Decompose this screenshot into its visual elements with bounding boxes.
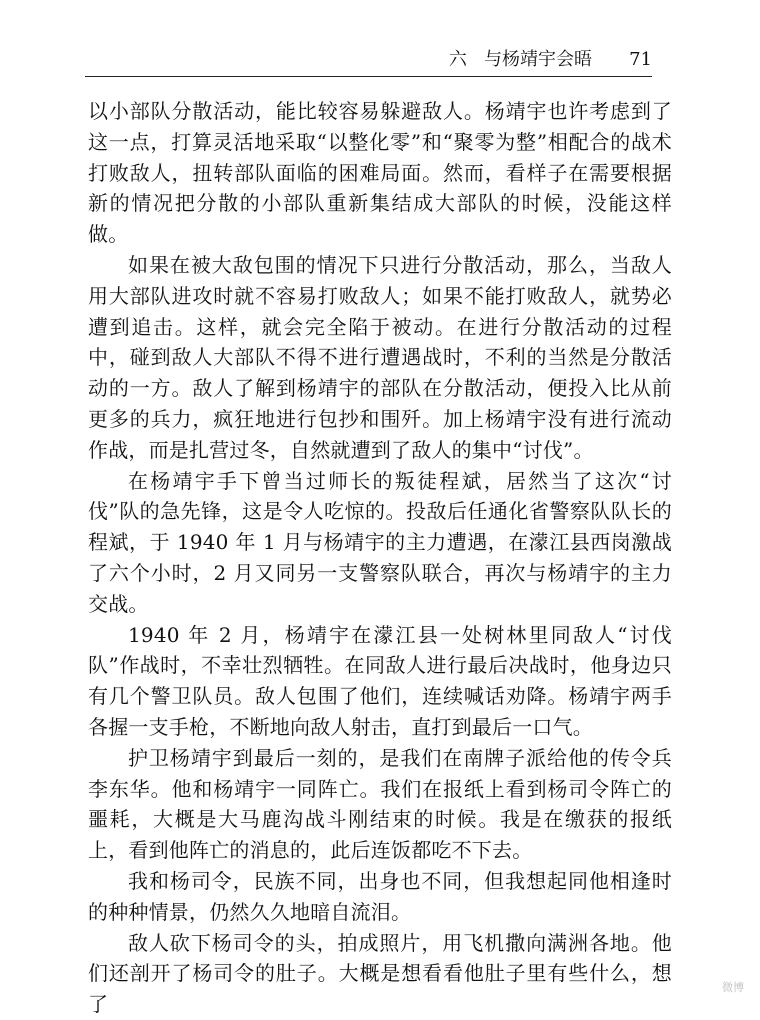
paragraph-3: 在杨靖宇手下曾当过师长的叛徒程斌，居然当了这次“讨伐”队的急先锋，这是令人吃惊的。投敌后任通化省警察队队长的程斌，于 1940 年 1 月与杨靖宇的主力遭遇，在濛江县西岗激战了六个小时，2 月又同另一支警察队联合，再次与杨靖宇的主力交战。 [88, 468, 672, 616]
chapter-title: 六 与杨靖宇会晤 [448, 49, 592, 70]
paragraph-1: 以小部队分散活动，能比较容易躲避敌人。杨靖宇也许考虑到了这一点，打算灵活地采取“以整化零”和“聚零为整”相配合的战术打败敌人，扭转部队面临的困难局面。然而，看样子在需要根据新的情况把分散的小部队重新集结成大部队的时候，没能这样做。 [88, 99, 672, 247]
page-number: 71 [629, 49, 652, 70]
paragraph-6: 我和杨司令，民族不同，出身也不同，但我想起同他相逢时的种种情景，仍然久久地暗自流泪。 [88, 868, 672, 924]
paragraph-4: 1940 年 2 月，杨靖宇在濛江县一处树林里同敌人“讨伐队”作战时，不幸壮烈牺牲。在同敌人进行最后决战时，他身边只有几个警卫队员。敌人包围了他们，连续喊话劝降。杨靖宇两手各握一支手枪，不断地向敌人射击，直打到最后一口气。 [88, 622, 672, 739]
watermark: 微博 [722, 981, 744, 994]
running-header [85, 48, 652, 77]
paragraph-7: 敌人砍下杨司令的头，拍成照片，用飞机撒向满洲各地。他们还剖开了杨司令的肚子。大概是想看看他肚子里有些什么，想了 [88, 930, 672, 1017]
paragraph-2: 如果在被大敌包围的情况下只进行分散活动，那么，当敌人用大部队进攻时就不容易打败敌人；如果不能打败敌人，就势必遭到追击。这样，就会完全陷于被动。在进行分散活动的过程中，碰到敌人大部队不得不进行遭遇战时，不利的当然是分散活动的一方。敌人了解到杨靖宇的部队在分散活动，便投入比从前更多的兵力，疯狂地进行包抄和围歼。加上杨靖宇没有进行流动作战，而是扎营过冬，自然就遭到了敌人的集中“讨伐”。 [88, 252, 672, 462]
body-text [88, 96, 672, 1020]
paragraph-5: 护卫杨靖宇到最后一刻的，是我们在南牌子派给他的传令兵李东华。他和杨靖宇一同阵亡。我们在报纸上看到杨司令阵亡的噩耗，大概是大马鹿沟战斗刚结束的时候。我是在缴获的报纸上，看到他阵亡的消息的，此后连饭都吃不下去。 [88, 745, 672, 863]
